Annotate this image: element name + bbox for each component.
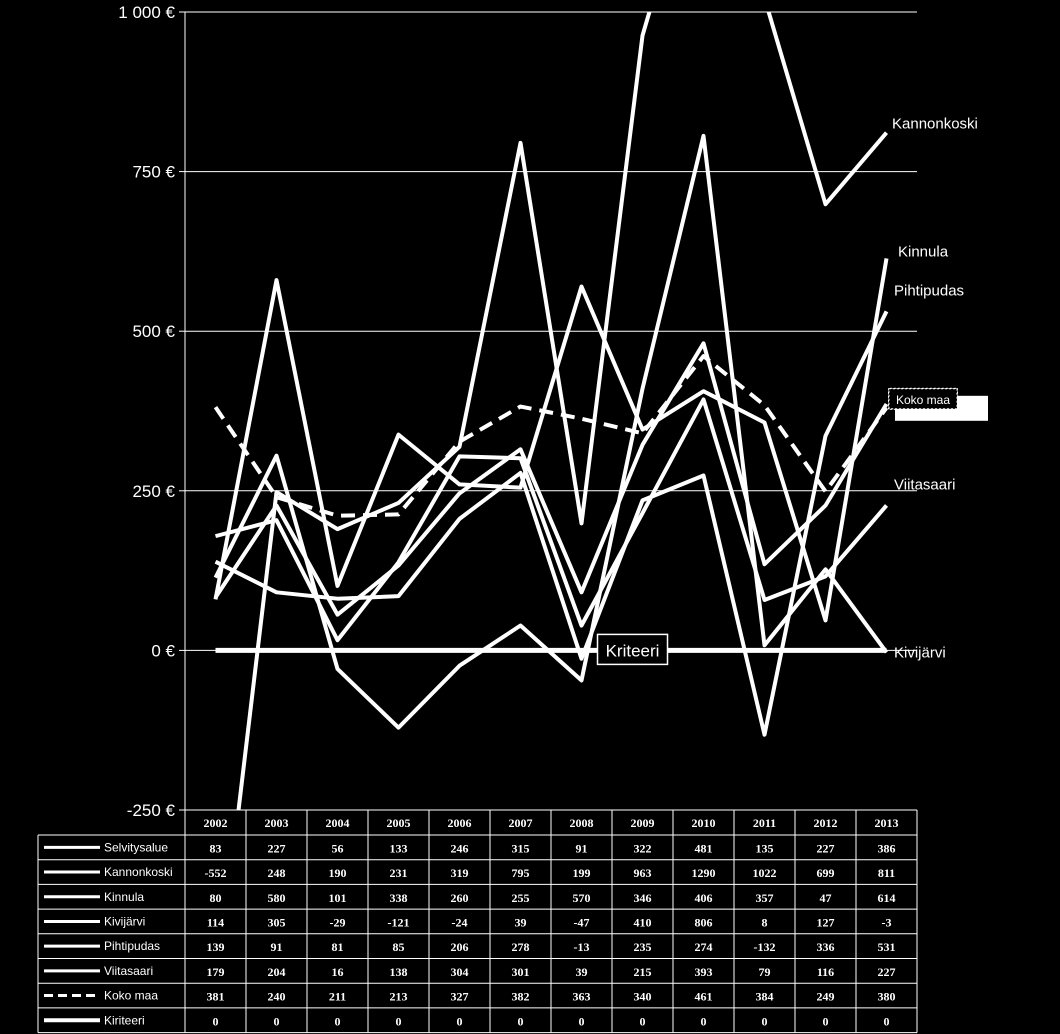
table-cell: 806 [694,915,713,930]
table-cell: -3 [881,915,892,930]
table-cell: -24 [451,915,468,930]
table-cell: 8 [761,915,768,930]
table-cell: 83 [209,841,222,856]
x-tick-label: 2011 [752,816,777,830]
y-tick-label: 1 000 € [118,3,175,22]
table-cell: 811 [877,866,896,881]
table-cell: 0 [334,1014,341,1029]
table-cell: 406 [694,890,713,905]
table-cell: 278 [511,940,530,955]
series-label-kinnula: Kinnula [898,243,949,261]
x-tick-label: 2009 [630,816,655,830]
table-cell: 0 [517,1014,524,1029]
table-cell: 0 [395,1014,402,1029]
table-cell: 16 [331,964,344,979]
table-cell: 246 [450,841,469,856]
table-cell: 240 [267,989,286,1004]
table-cell: 199 [572,866,591,881]
table-cell: 0 [883,1014,890,1029]
x-tick-label: 2008 [569,816,594,830]
table-cell: 101 [328,890,347,905]
series-label-koko-maa: Koko maa [895,392,951,407]
table-cell: 274 [694,940,713,955]
table-cell: 80 [209,890,222,905]
table-cell: 322 [633,841,652,856]
table-cell: 127 [816,915,835,930]
y-tick-label: 250 € [132,481,175,501]
table-cell: 699 [816,866,835,881]
table-cell: 580 [267,890,286,905]
table-cell: 47 [819,890,832,905]
table-cell: 235 [633,940,652,955]
y-tick-label: 750 € [132,162,175,182]
table-cell: 91 [575,841,588,856]
table-cell: -552 [204,866,227,881]
table-cell: 248 [267,866,286,881]
y-tick-label: 500 € [132,322,175,342]
x-tick-label: 2006 [447,816,472,830]
table-cell: 213 [389,989,408,1004]
table-cell: 336 [816,940,835,955]
table-cell: 227 [877,964,896,979]
table-cell: 79 [758,964,771,979]
series-label-kriteeri: Kriteeri [605,641,660,661]
y-tick-label: -250 € [126,801,175,820]
table-cell: 204 [267,964,286,979]
table-cell: 327 [450,989,469,1004]
table-cell: 963 [633,866,652,881]
table-cell: 338 [389,890,408,905]
table-cell: 481 [694,841,713,856]
table-cell: 0 [212,1014,219,1029]
table-cell: -132 [753,940,776,955]
legend-label: Kiriteeri [104,1013,145,1028]
x-tick-label: 2012 [813,816,838,830]
table-cell: 570 [572,890,591,905]
table-cell: 346 [633,890,652,905]
table-cell: 179 [206,964,225,979]
table-cell: 614 [877,890,896,905]
x-tick-label: 2013 [874,816,899,830]
x-tick-label: 2003 [264,816,289,830]
legend-label: Kinnula [104,889,145,904]
table-cell: 211 [328,989,347,1004]
x-tick-label: 2002 [203,816,228,830]
table-cell: 91 [270,940,283,955]
table-cell: 249 [816,989,835,1004]
table-cell: 138 [389,964,408,979]
legend-label: Viitasaari [104,963,154,978]
table-cell: 231 [389,866,408,881]
table-cell: 319 [450,866,469,881]
table-cell: 461 [694,989,713,1004]
table-cell: -121 [387,915,410,930]
table-cell: 363 [572,989,591,1004]
table-cell: 795 [511,866,530,881]
legend-label: Kivijärvi [104,914,146,929]
table-cell: 0 [822,1014,829,1029]
table-cell: 133 [389,841,408,856]
table-cell: 410 [633,915,652,930]
table-cell: 190 [328,866,347,881]
table-cell: 116 [816,964,835,979]
legend-label: Koko maa [104,988,159,1003]
table-cell: 135 [755,841,774,856]
table-cell: 0 [761,1014,768,1029]
table-cell: 1290 [691,866,716,881]
table-cell: 315 [511,841,530,856]
table-cell: 227 [267,841,286,856]
table-cell: 393 [694,964,713,979]
table-cell: 85 [392,940,405,955]
table-cell: 0 [700,1014,707,1029]
table-cell: 304 [450,964,469,979]
table-cell: 0 [273,1014,280,1029]
table-cell: 386 [877,841,896,856]
series-label-pihtipudas: Pihtipudas [894,282,965,300]
series-label-kivij-rvi: Kivijärvi [894,644,946,662]
data-table [38,810,917,1033]
table-cell: 0 [639,1014,646,1029]
table-cell: 340 [633,989,652,1004]
table-cell: 301 [511,964,530,979]
x-tick-label: 2004 [325,816,350,830]
table-cell: 531 [877,940,896,955]
table-cell: 227 [816,841,835,856]
table-cell: 139 [206,940,225,955]
table-cell: 255 [511,890,530,905]
table-cell: 39 [514,915,527,930]
table-cell: 39 [575,964,588,979]
y-tick-label: 0 € [151,641,175,661]
table-cell: 384 [755,989,774,1004]
table-cell: 0 [578,1014,585,1029]
table-cell: 382 [511,989,530,1004]
table-cell: 1022 [752,866,777,881]
table-cell: -13 [573,940,590,955]
x-tick-label: 2010 [691,816,716,830]
series-label-kannonkoski: Kannonkoski [892,115,978,133]
table-cell: -47 [573,915,590,930]
table-cell: 215 [633,964,652,979]
table-cell: -29 [329,915,346,930]
legend-label: Selvitysalue [104,840,169,855]
legend-label: Kannonkoski [104,865,173,880]
table-cell: 81 [331,940,344,955]
table-cell: 305 [267,915,286,930]
table-cell: 260 [450,890,469,905]
table-cell: 114 [206,915,225,930]
series-label-viitasaari: Viitasaari [894,476,956,494]
table-cell: 381 [206,989,225,1004]
table-cell: 380 [877,989,896,1004]
legend-label: Pihtipudas [104,939,161,954]
table-cell: 357 [755,890,774,905]
x-tick-label: 2005 [386,816,411,830]
table-cell: 56 [331,841,344,856]
table-cell: 0 [456,1014,463,1029]
x-tick-label: 2007 [508,816,533,830]
table-cell: 206 [450,940,469,955]
